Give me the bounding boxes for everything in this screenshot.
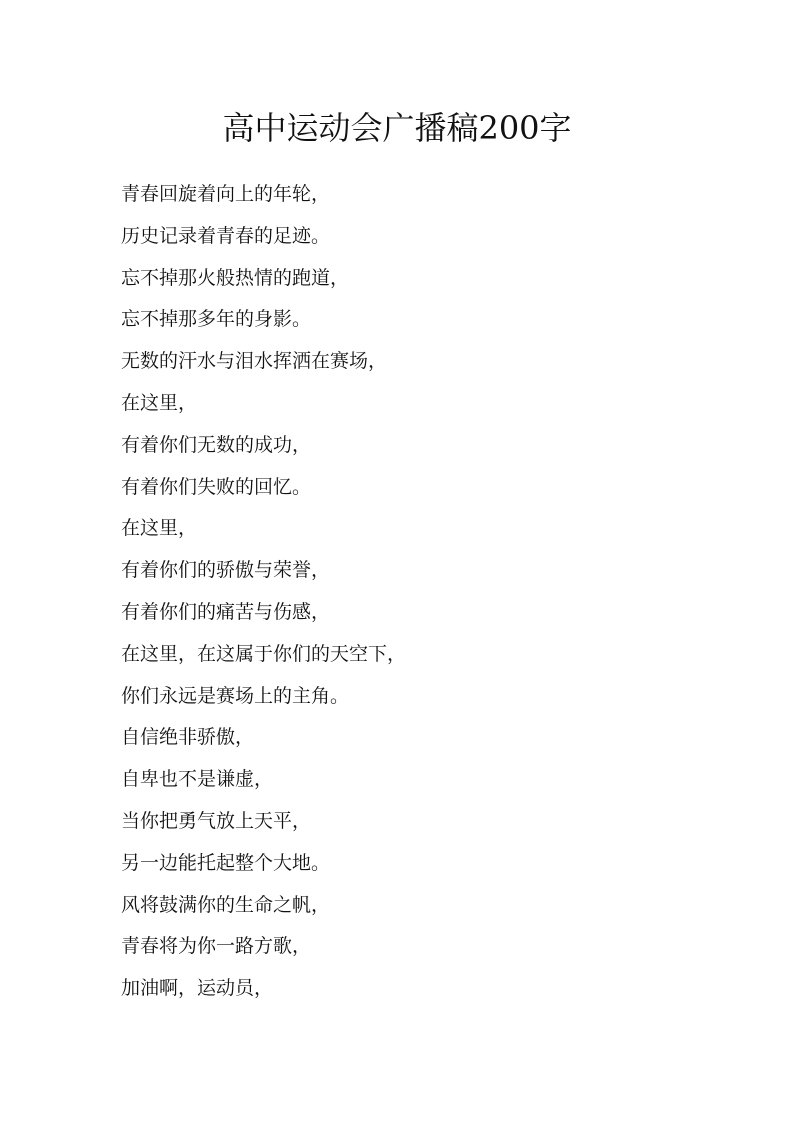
document-title: 高中运动会广播稿200字 bbox=[222, 109, 572, 147]
poem-line: 你们永远是赛场上的主角。 bbox=[121, 684, 350, 707]
poem-line: 当你把勇气放上天平， bbox=[121, 809, 312, 832]
poem-line: 自信绝非骄傲， bbox=[121, 726, 255, 749]
poem-line: 无数的汗水与泪水挥洒在赛场， bbox=[121, 350, 388, 373]
poem-line: 有着你们的骄傲与荣誉， bbox=[121, 559, 331, 582]
poem-line: 自卑也不是谦虚， bbox=[121, 768, 274, 791]
poem-line: 加油啊，运动员， bbox=[121, 977, 274, 1000]
poem-line: 忘不掉那火般热情的跑道， bbox=[121, 266, 350, 289]
poem-line: 青春回旋着向上的年轮， bbox=[121, 183, 331, 205]
poem-line: 有着你们无数的成功， bbox=[121, 433, 312, 456]
poem-line: 青春将为你一路方歌， bbox=[121, 935, 312, 958]
poem-line: 在这里，在这属于你们的天空下， bbox=[121, 642, 407, 665]
poem-line: 忘不掉那多年的身影。 bbox=[121, 308, 312, 331]
poem-line: 有着你们的痛苦与伤感， bbox=[121, 600, 331, 623]
poem-line: 风将鼓满你的生命之帆， bbox=[121, 893, 331, 916]
poem-line: 历史记录着青春的足迹。 bbox=[121, 224, 331, 247]
poem-line: 另一边能托起整个大地。 bbox=[121, 851, 331, 874]
poem-body bbox=[121, 174, 741, 1010]
poem-line: 在这里， bbox=[121, 391, 198, 414]
poem-line: 在这里， bbox=[121, 517, 198, 540]
poem-line: 有着你们失败的回忆。 bbox=[121, 475, 312, 498]
